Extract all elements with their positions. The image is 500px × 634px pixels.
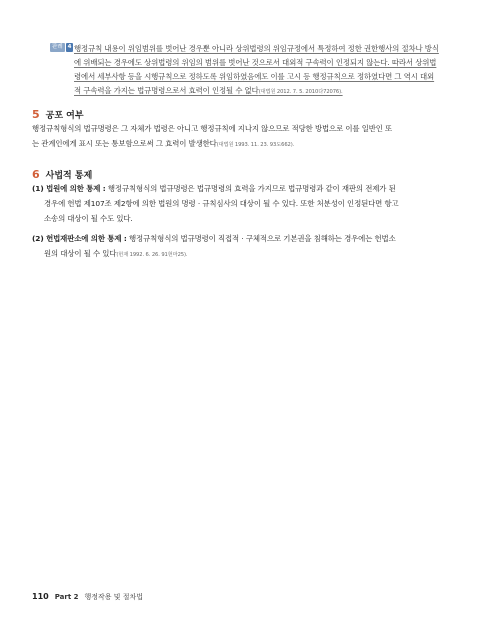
section-6-item-2-line (32, 246, 472, 261)
precedent-line: 행정규칙 내용이 위임범위를 벗어난 경우뿐 아니라 상위법령의 위임규정에서 특정하여 정한 권한행사의 절차나 방식 (74, 44, 439, 53)
page-number: 110 (32, 592, 49, 601)
section-6-body (32, 181, 472, 261)
section-5-body (32, 121, 472, 151)
section-5-number: 5 (32, 108, 40, 121)
section-6-title: 사법적 통제 (45, 171, 93, 181)
section-5-line: 행정규칙형식의 법규명령은 그 자체가 법령은 아니고 행정규칙에 지나지 않으므로 적당한 방법으로 이를 일반인 또 (32, 124, 393, 133)
footer-chapter: 행정작용 및 절차법 (84, 593, 144, 601)
precedent-line: 령에서 세부사항 등을 시행규칙으로 정하도록 위임하였음에도 이를 고시 등 행정규칙으로 정하였다면 그 역시 대외 (74, 72, 435, 81)
precedent-badge (50, 43, 73, 52)
precedent-number: 4 (67, 44, 72, 50)
precedent-line-last (74, 84, 462, 98)
precedent-box (50, 42, 462, 98)
section-6-item-2-citation: (헌재 1992. 6. 26. 91헌마25). (116, 252, 188, 258)
page-footer (32, 592, 143, 602)
section-6-item-1-label: (1) 법원에 의한 통제 : (32, 184, 106, 193)
section-6-item-1-text: 행정규칙형식의 법규명령은 법규명령의 효력을 가지므로 법규명령과 같이 재판의 전제가 된 (105, 184, 396, 193)
precedent-line: 에 위배되는 경우에도 상위법령의 위임의 범위를 벗어난 것으로서 대외적 구속력이 인정되지 않는다. 따라서 상위법 (74, 58, 437, 67)
precedent-line-text: 적 구속력을 가지는 법규명령으로서 효력이 인정될 수 없다 (74, 86, 259, 95)
precedent-text (74, 42, 462, 98)
section-6-number: 6 (32, 168, 40, 181)
footer-part: Part 2 (54, 593, 79, 601)
section-5-heading (32, 108, 84, 121)
section-6-item-2-label: (2) 헌법재판소에 의한 통제 : (32, 234, 127, 243)
section-6-item-2-line-text: 원의 대상이 될 수 있다 (44, 249, 117, 258)
section-6-item-2-first-line (32, 231, 472, 246)
section-6-item-2-text: 행정규칙형식의 법규명령이 직접적 · 구체적으로 기본권을 침해하는 경우에는 헌법소 (126, 234, 396, 243)
section-6-heading (32, 168, 92, 181)
section-5-title: 공포 여부 (45, 111, 84, 121)
section-5-line-text: 는 관계인에게 표시 또는 통보함으로써 그 효력이 발생한다 (32, 139, 217, 148)
section-6-item-1-first-line (32, 181, 472, 196)
section-6-item-1-line: 경우에 헌법 제107조 제2항에 의한 법원의 명령 · 규칙심사의 대상이 될 수 있다. 또한 처분성이 인정된다면 항고 (44, 199, 399, 208)
section-5-line-last (32, 136, 472, 151)
section-6-item-1-line: 소송의 대상이 될 수도 있다. (44, 214, 133, 223)
precedent-citation: (대법원 2012. 7. 5. 2010다72076). (258, 89, 343, 95)
precedent-tag: 판례 (52, 44, 63, 50)
section-5-citation: (대법원 1993. 11. 23. 93도662). (216, 142, 295, 148)
